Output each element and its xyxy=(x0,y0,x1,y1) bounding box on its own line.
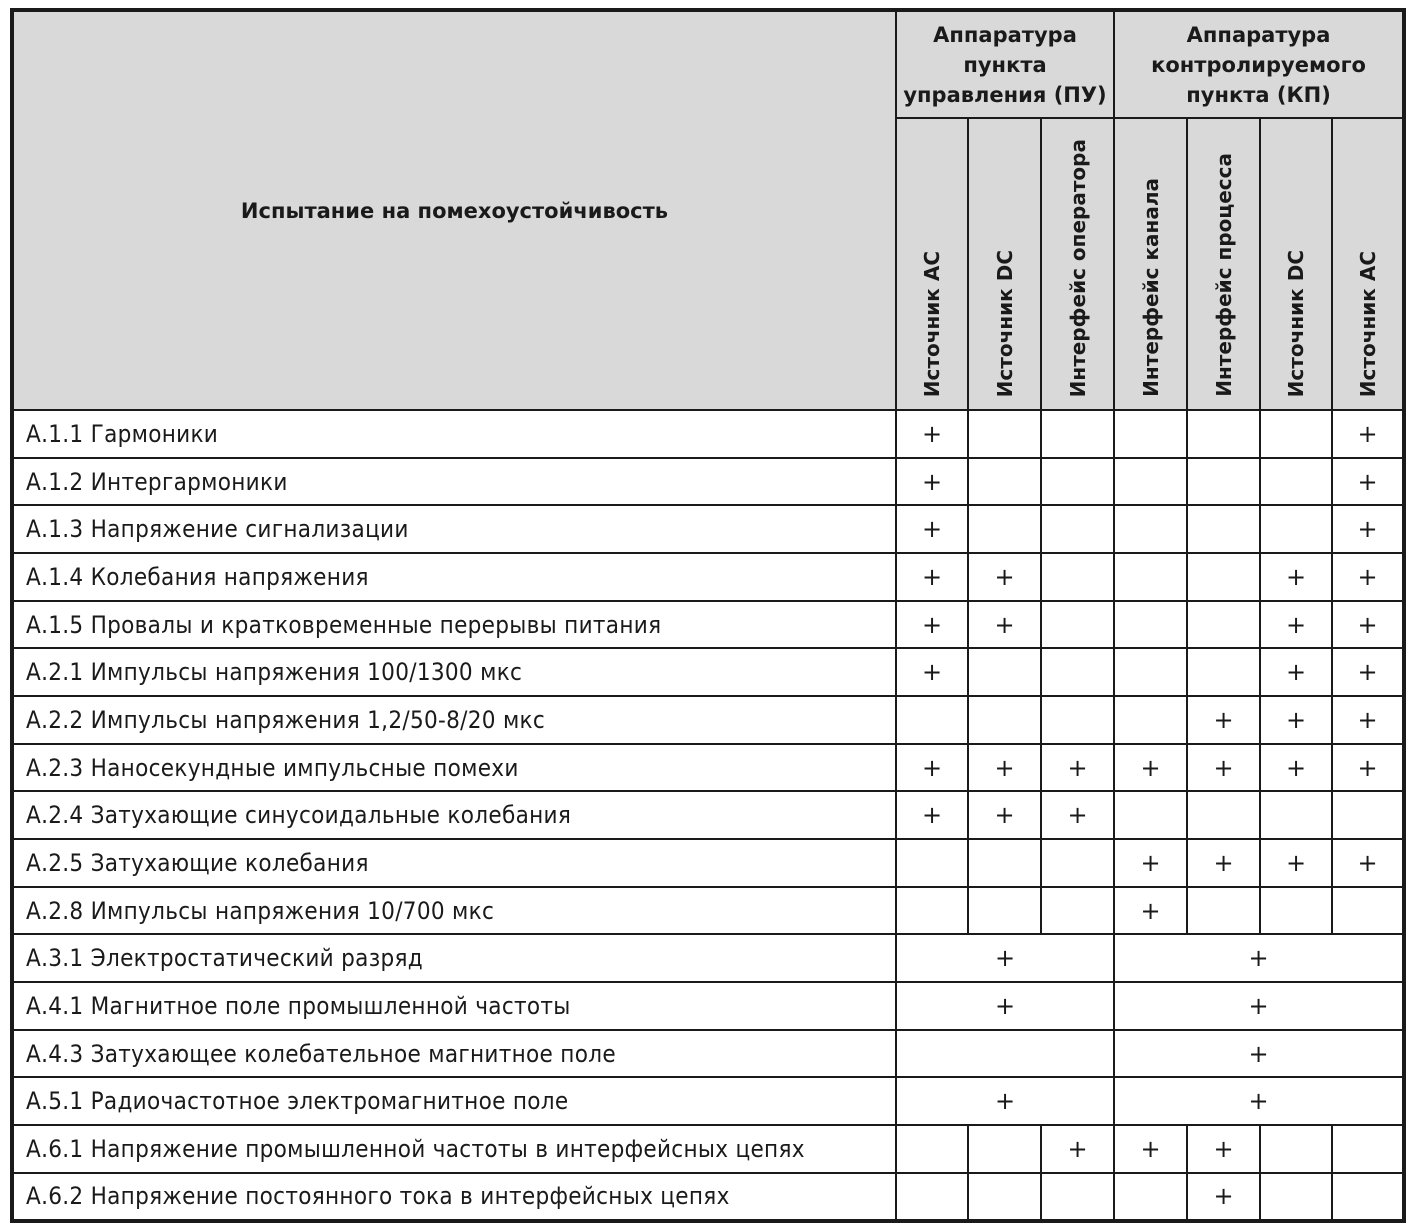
applicability-cell xyxy=(1114,601,1187,649)
applicability-cell xyxy=(1260,410,1332,458)
applicability-cell xyxy=(968,696,1041,744)
applicability-cell: + xyxy=(896,791,968,839)
applicability-cell: + xyxy=(1114,1125,1187,1173)
column-header xyxy=(896,118,968,410)
applicability-cell: + xyxy=(1114,839,1187,887)
applicability-cell xyxy=(968,410,1041,458)
column-header-label: Интерфейс оператора xyxy=(1065,138,1090,397)
applicability-cell xyxy=(1041,1173,1114,1219)
applicability-cell xyxy=(1114,458,1187,506)
applicability-cell xyxy=(1041,458,1114,506)
test-name: А.2.2 Импульсы напряжения 1,2/50-8/20 мкс xyxy=(14,696,896,744)
table-row xyxy=(14,1030,1402,1078)
applicability-cell: + xyxy=(968,553,1041,601)
test-name: А.6.1 Напряжение промышленной частоты в интерфейсных цепях xyxy=(14,1125,896,1173)
pu-applicability-cell xyxy=(896,1030,1114,1078)
column-header-label: Источник DC xyxy=(1284,249,1309,397)
applicability-cell xyxy=(1041,648,1114,696)
applicability-cell xyxy=(1041,839,1114,887)
applicability-cell xyxy=(1260,791,1332,839)
immunity-test-table xyxy=(14,12,1402,1219)
test-name: А.6.2 Напряжение постоянного тока в интерфейсных цепях xyxy=(14,1173,896,1219)
kp-applicability-cell: + xyxy=(1114,982,1402,1030)
table-row xyxy=(14,1125,1402,1173)
table-row xyxy=(14,696,1402,744)
applicability-cell: + xyxy=(1332,839,1402,887)
table-row xyxy=(14,839,1402,887)
table-row xyxy=(14,601,1402,649)
applicability-cell xyxy=(1332,1173,1402,1219)
pu-applicability-cell: + xyxy=(896,1077,1114,1125)
applicability-cell: + xyxy=(896,601,968,649)
applicability-cell: + xyxy=(1260,696,1332,744)
applicability-cell: + xyxy=(1332,458,1402,506)
applicability-cell xyxy=(968,458,1041,506)
applicability-cell: + xyxy=(1041,791,1114,839)
applicability-cell xyxy=(896,1173,968,1219)
applicability-cell xyxy=(968,839,1041,887)
table-row xyxy=(14,648,1402,696)
column-header-label: Источник AC xyxy=(920,250,944,397)
applicability-cell: + xyxy=(1187,744,1260,792)
applicability-cell xyxy=(1041,505,1114,553)
applicability-cell: + xyxy=(1260,839,1332,887)
applicability-cell: + xyxy=(968,601,1041,649)
column-header-label: Интерфейс процесса xyxy=(1211,153,1236,397)
applicability-cell: + xyxy=(1332,696,1402,744)
table-row xyxy=(14,553,1402,601)
test-name: А.1.2 Интергармоники xyxy=(14,458,896,506)
table-row xyxy=(14,887,1402,935)
applicability-cell: + xyxy=(1260,744,1332,792)
applicability-cell xyxy=(968,1125,1041,1173)
applicability-cell: + xyxy=(1260,648,1332,696)
applicability-cell xyxy=(1114,648,1187,696)
applicability-cell xyxy=(1114,1173,1187,1219)
applicability-cell: + xyxy=(1041,744,1114,792)
applicability-cell xyxy=(1041,887,1114,935)
applicability-cell xyxy=(1332,791,1402,839)
table-row xyxy=(14,744,1402,792)
applicability-cell xyxy=(1260,1125,1332,1173)
applicability-cell xyxy=(1114,791,1187,839)
applicability-cell: + xyxy=(968,744,1041,792)
table-body xyxy=(14,410,1402,1219)
applicability-cell: + xyxy=(1187,839,1260,887)
table-row xyxy=(14,982,1402,1030)
applicability-cell xyxy=(896,1125,968,1173)
applicability-cell xyxy=(1260,458,1332,506)
applicability-cell xyxy=(1187,791,1260,839)
applicability-cell: + xyxy=(1114,887,1187,935)
applicability-cell: + xyxy=(896,648,968,696)
column-header xyxy=(1041,118,1114,410)
applicability-cell: + xyxy=(1332,601,1402,649)
column-header xyxy=(1332,118,1402,410)
applicability-cell xyxy=(968,648,1041,696)
applicability-cell: + xyxy=(1187,1173,1260,1219)
applicability-cell xyxy=(1187,601,1260,649)
test-name: А.4.3 Затухающее колебательное магнитное поле xyxy=(14,1030,896,1078)
test-name: А.2.3 Наносекундные импульсные помехи xyxy=(14,744,896,792)
applicability-cell: + xyxy=(896,553,968,601)
test-name: А.2.1 Импульсы напряжения 100/1300 мкс xyxy=(14,648,896,696)
test-name: А.1.3 Напряжение сигнализации xyxy=(14,505,896,553)
applicability-cell: + xyxy=(1114,744,1187,792)
kp-applicability-cell: + xyxy=(1114,934,1402,982)
applicability-cell: + xyxy=(896,458,968,506)
applicability-cell xyxy=(1114,505,1187,553)
test-name: А.3.1 Электростатический разряд xyxy=(14,934,896,982)
applicability-cell xyxy=(1041,696,1114,744)
applicability-cell: + xyxy=(896,410,968,458)
column-header-label: Интерфейс канала xyxy=(1138,178,1163,397)
column-header xyxy=(1260,118,1332,410)
kp-applicability-cell: + xyxy=(1114,1030,1402,1078)
applicability-cell xyxy=(1041,410,1114,458)
test-name: А.1.1 Гармоники xyxy=(14,410,896,458)
immunity-test-table-frame xyxy=(10,8,1406,1223)
test-name: А.2.4 Затухающие синусоидальные колебания xyxy=(14,791,896,839)
table-header xyxy=(14,12,1402,410)
applicability-cell xyxy=(1187,553,1260,601)
group-header-kp: Аппаратура контролируемого пункта (КП) xyxy=(1114,12,1402,118)
kp-applicability-cell: + xyxy=(1114,1077,1402,1125)
applicability-cell: + xyxy=(896,505,968,553)
applicability-cell: + xyxy=(1187,1125,1260,1173)
applicability-cell xyxy=(1187,648,1260,696)
applicability-cell xyxy=(1114,410,1187,458)
applicability-cell xyxy=(896,839,968,887)
table-row xyxy=(14,1077,1402,1125)
applicability-cell: + xyxy=(1332,505,1402,553)
applicability-cell: + xyxy=(1187,696,1260,744)
table-row xyxy=(14,934,1402,982)
applicability-cell: + xyxy=(896,744,968,792)
applicability-cell xyxy=(1187,458,1260,506)
column-header xyxy=(1114,118,1187,410)
test-name: А.2.5 Затухающие колебания xyxy=(14,839,896,887)
applicability-cell xyxy=(968,505,1041,553)
applicability-cell: + xyxy=(1332,648,1402,696)
applicability-cell xyxy=(896,696,968,744)
test-name: А.1.5 Провалы и кратковременные перерывы питания xyxy=(14,601,896,649)
applicability-cell xyxy=(1187,887,1260,935)
table-row xyxy=(14,1173,1402,1219)
test-name: А.4.1 Магнитное поле промышленной частоты xyxy=(14,982,896,1030)
test-name: А.2.8 Импульсы напряжения 10/700 мкс xyxy=(14,887,896,935)
table-row xyxy=(14,458,1402,506)
column-header xyxy=(1187,118,1260,410)
test-name: А.5.1 Радиочастотное электромагнитное поле xyxy=(14,1077,896,1125)
applicability-cell xyxy=(1041,601,1114,649)
applicability-cell: + xyxy=(1041,1125,1114,1173)
applicability-cell xyxy=(1260,887,1332,935)
applicability-cell xyxy=(1332,1125,1402,1173)
table-row xyxy=(14,410,1402,458)
applicability-cell: + xyxy=(1332,553,1402,601)
pu-applicability-cell: + xyxy=(896,982,1114,1030)
applicability-cell xyxy=(1332,887,1402,935)
applicability-cell xyxy=(1114,553,1187,601)
applicability-cell xyxy=(968,887,1041,935)
applicability-cell xyxy=(1260,505,1332,553)
pu-applicability-cell: + xyxy=(896,934,1114,982)
table-row xyxy=(14,505,1402,553)
applicability-cell: + xyxy=(1332,744,1402,792)
applicability-cell: + xyxy=(968,791,1041,839)
applicability-cell xyxy=(1187,410,1260,458)
applicability-cell: + xyxy=(1260,601,1332,649)
column-header-label: Источник DC xyxy=(992,249,1017,397)
applicability-cell: + xyxy=(1260,553,1332,601)
applicability-cell xyxy=(1187,505,1260,553)
table-row xyxy=(14,791,1402,839)
applicability-cell xyxy=(896,887,968,935)
group-header-pu: Аппаратура пункта управления (ПУ) xyxy=(896,12,1114,118)
column-header xyxy=(968,118,1041,410)
test-name: А.1.4 Колебания напряжения xyxy=(14,553,896,601)
applicability-cell xyxy=(1041,553,1114,601)
applicability-cell xyxy=(1114,696,1187,744)
applicability-cell xyxy=(968,1173,1041,1219)
column-header-label: Источник AC xyxy=(1355,250,1380,397)
applicability-cell: + xyxy=(1332,410,1402,458)
table-title: Испытание на помехоустойчивость xyxy=(14,12,896,410)
applicability-cell xyxy=(1260,1173,1332,1219)
